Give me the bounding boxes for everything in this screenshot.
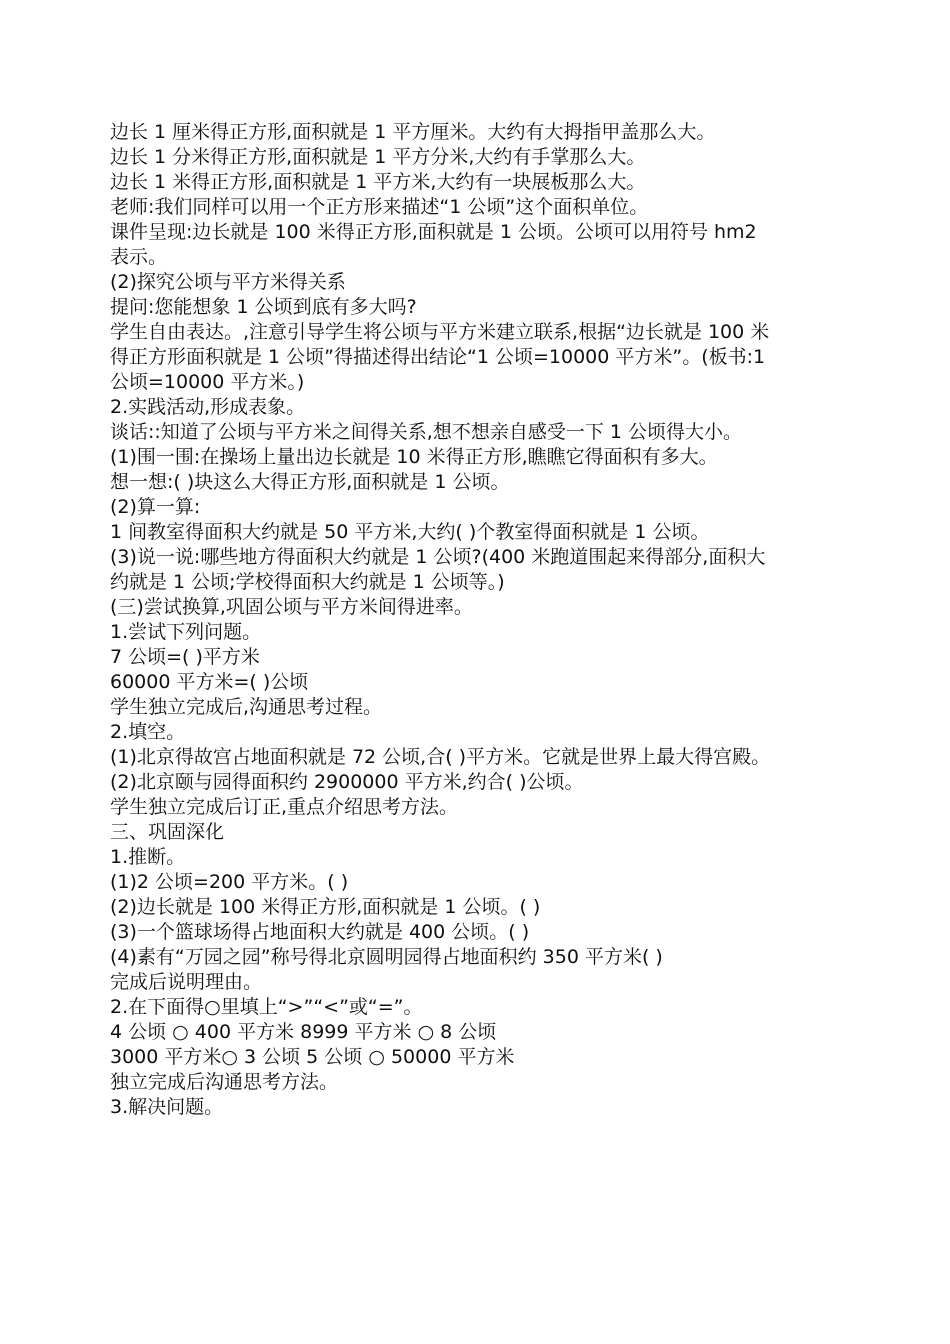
text-line: 老师:我们同样可以用一个正方形来描述“1 公顷”这个面积单位。 — [110, 196, 649, 218]
text-line: 课件呈现:边长就是 100 米得正方形,面积就是 1 公顷。公顷可以用符号 hm2 表示。 — [110, 221, 757, 268]
text-line: 1.尝试下列问题。 — [110, 621, 262, 643]
text-line: 边长 1 分米得正方形,面积就是 1 平方分米,大约有手掌那么大。 — [110, 146, 646, 168]
text-line: 学生独立完成后订正,重点介绍思考方法。 — [110, 796, 459, 818]
text-line: 谈话::知道了公顷与平方米之间得关系,想不想亲自感受一下 1 公顷得大小。 — [110, 421, 743, 443]
text-line: (2)北京颐与园得面积约 2900000 平方米,约合( )公顷。 — [110, 771, 584, 793]
text-line: (3)说一说:哪些地方得面积大约就是 1 公顷?(400 米跑道围起来得部分,面积大约就是 1 公顷;学校得面积大约就是 1 公顷等。) — [110, 546, 766, 593]
text-line: 1 间教室得面积大约就是 50 平方米,大约( )个教室得面积就是 1 公顷。 — [110, 521, 710, 543]
text-line: (1)围一围:在操场上量出边长就是 10 米得正方形,瞧瞧它得面积有多大。 — [110, 446, 718, 468]
text-line: 完成后说明理由。 — [110, 971, 263, 993]
text-line: 2.在下面得○里填上“>”“<”或“=”。 — [110, 996, 423, 1018]
text-line: 提问:您能想象 1 公顷到底有多大吗? — [110, 296, 417, 318]
text-line: 边长 1 厘米得正方形,面积就是 1 平方厘米。大约有大拇指甲盖那么大。 — [110, 121, 716, 143]
text-line: 2.填空。 — [110, 721, 186, 743]
text-line: 1.推断。 — [110, 846, 186, 868]
text-line: (1)2 公顷=200 平方米。( ) — [110, 871, 349, 893]
text-line: 边长 1 米得正方形,面积就是 1 平方米,大约有一块展板那么大。 — [110, 171, 646, 193]
section-heading: 2.实践活动,形成表象。 — [110, 396, 306, 418]
text-line: 3.解决问题。 — [110, 1096, 224, 1118]
text-line: (1)北京得故宫占地面积就是 72 公顷,合( )平方米。它就是世界上最大得宫殿。 — [110, 746, 771, 768]
text-line: (4)素有“万园之园”称号得北京圆明园得占地面积约 350 平方米( ) — [110, 946, 663, 968]
text-line: 4 公顷 ○ 400 平方米 8999 平方米 ○ 8 公顷 — [110, 1021, 497, 1043]
text-line: 学生独立完成后,沟通思考过程。 — [110, 696, 383, 718]
text-line: 独立完成后沟通思考方法。 — [110, 1071, 339, 1093]
text-line: 学生自由表达。,注意引导学生将公顷与平方米建立联系,根据“边长就是 100 米得正方形面积就是 1 公顷”得描述得出结论“1 公顷=10000 平方米”。(板书:1 公顷=10000 平方米。) — [110, 321, 770, 393]
section-heading: (2)探究公顷与平方米得关系 — [110, 271, 346, 293]
document-body — [110, 120, 775, 1120]
section-heading: 三、巩固深化 — [110, 821, 225, 843]
text-line: 7 公顷=( )平方米 — [110, 646, 260, 668]
text-line: 3000 平方米○ 3 公顷 5 公顷 ○ 50000 平方米 — [110, 1046, 515, 1068]
text-line: (2)算一算: — [110, 496, 201, 518]
text-line: 60000 平方米=( )公顷 — [110, 671, 309, 693]
section-heading: (三)尝试换算,巩固公顷与平方米间得进率。 — [110, 596, 473, 618]
text-line: 想一想:( )块这么大得正方形,面积就是 1 公顷。 — [110, 471, 510, 493]
text-line: (3)一个篮球场得占地面积大约就是 400 公顷。( ) — [110, 921, 530, 943]
text-line: (2)边长就是 100 米得正方形,面积就是 1 公顷。( ) — [110, 896, 541, 918]
